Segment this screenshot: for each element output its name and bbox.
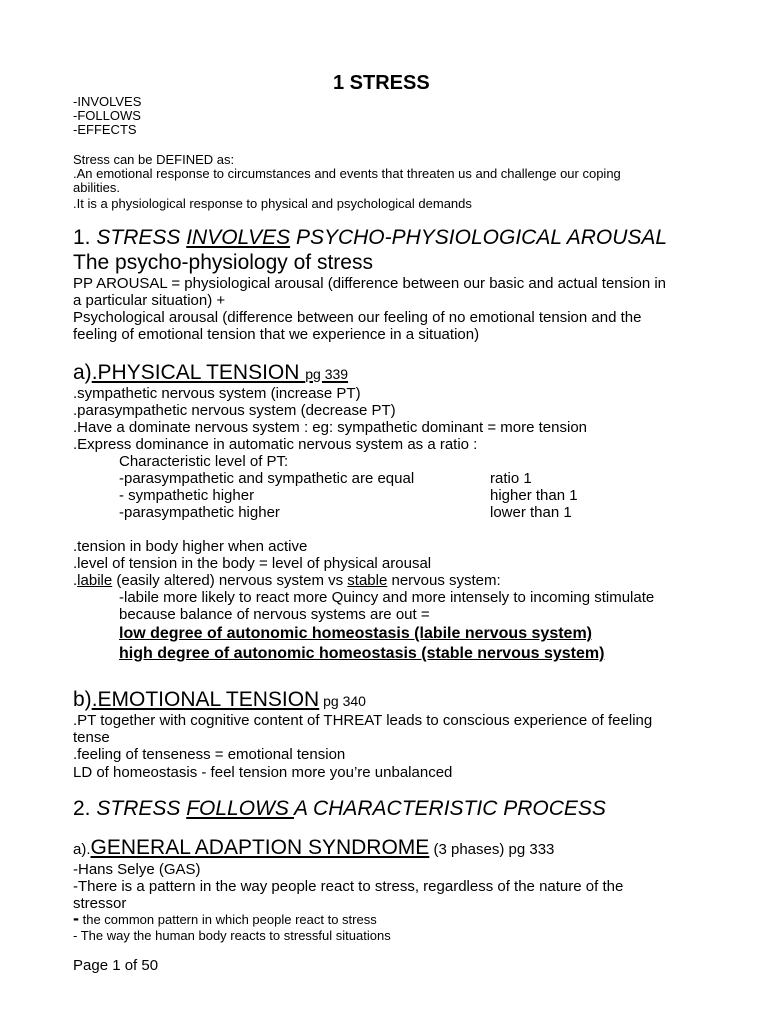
body-line: a particular situation) + <box>73 292 226 309</box>
heading-underlined <box>92 361 348 384</box>
heading-underlined: FOLLOWS <box>186 797 294 820</box>
small-bullet-line: - The way the human body reacts to stressful situations <box>73 928 391 943</box>
heading-part: A CHARACTERISTIC PROCESS <box>293 797 606 820</box>
text-part: (easily altered) nervous system vs <box>112 572 348 589</box>
body-line: .Have a dominate nervous system : eg: sympathetic dominant = more tension <box>73 419 588 436</box>
body-line: .feeling of tenseness = emotional tension <box>73 746 346 763</box>
ratio-value: lower than 1 <box>490 504 572 521</box>
body-line: -labile more likely to react more Quincy and more intensely to incoming stimulate <box>119 589 655 606</box>
body-line: because balance of nervous systems are out = <box>119 606 430 623</box>
stable-word: stable <box>347 572 388 589</box>
definition-lead: Stress can be DEFINED as: <box>73 152 235 167</box>
heading-text: GENERAL ADAPTION SYNDROME <box>90 836 430 859</box>
definition-line: .An emotional response to circumstances and events that threaten us and challenge our coping <box>73 166 621 181</box>
page-title: 1 STRESS <box>333 72 430 94</box>
text-part: . <box>73 572 78 589</box>
definition-line: abilities. <box>73 180 120 195</box>
intro-list-item: -INVOLVES <box>73 94 142 109</box>
small-bullet-line <box>73 908 377 928</box>
heading-prefix: b) <box>73 688 92 711</box>
intro-list-item: -FOLLOWS <box>73 108 141 123</box>
definition-line: .It is a physiological response to physical and psychological demands <box>73 196 472 211</box>
body-line: .tension in body higher when active <box>73 538 308 555</box>
body-line: .parasympathetic nervous system (decrease PT) <box>73 402 396 419</box>
bold-statement: low degree of autonomic homeostasis (labile nervous system) <box>119 625 593 642</box>
body-line: .level of tension in the body = level of physical arousal <box>73 555 432 572</box>
heading-prefix: a). <box>73 841 91 858</box>
body-line: PP AROUSAL = physiological arousal (difference between our basic and actual tension in <box>73 275 666 292</box>
body-line: tense <box>73 729 110 746</box>
body-line: .Express dominance in automatic nervous system as a ratio : <box>73 436 478 453</box>
ratio-label: -parasympathetic and sympathetic are equal <box>119 470 415 487</box>
ratio-label: - sympathetic higher <box>119 487 255 504</box>
heading-text: .PHYSICAL TENSION <box>91 361 306 384</box>
section-2-heading <box>73 797 606 821</box>
heading-suffix: (3 phases) pg 333 <box>429 841 555 858</box>
heading-underlined: INVOLVES <box>186 226 291 249</box>
page-footer: Page 1 of 50 <box>73 957 159 974</box>
intro-list-item: -EFFECTS <box>73 122 137 137</box>
body-line: -There is a pattern in the way people react to stress, regardless of the nature of the <box>73 878 624 895</box>
body-line: .sympathetic nervous system (increase PT) <box>73 385 361 402</box>
body-line: Psychological arousal (difference between our feeling of no emotional tension and the <box>73 309 642 326</box>
body-line: feeling of emotional tension that we experience in a situation) <box>73 326 480 343</box>
body-line: .PT together with cognitive content of THREAT leads to conscious experience of feeling <box>73 712 653 729</box>
dash-bullet: - <box>73 908 79 928</box>
section-1-subheading: The psycho-physiology of stress <box>73 251 373 274</box>
physical-tension-heading <box>73 361 348 386</box>
ratio-label: -parasympathetic higher <box>119 504 280 521</box>
labile-word: labile <box>77 572 113 589</box>
ratio-value: higher than 1 <box>490 487 578 504</box>
emotional-tension-heading <box>73 688 366 713</box>
heading-part: PSYCHO-PHYSIOLOGICAL AROUSAL <box>290 226 668 249</box>
gas-heading <box>73 836 554 862</box>
body-line: LD of homeostasis - feel tension more you’re unbalanced <box>73 764 453 781</box>
section-number: 2. <box>73 797 97 820</box>
section-1-heading <box>73 226 667 250</box>
body-line: stressor <box>73 895 127 912</box>
ratio-title: Characteristic level of PT: <box>119 453 289 470</box>
page-ref: pg 339 <box>305 366 349 382</box>
heading-text: .EMOTIONAL TENSION <box>91 688 320 711</box>
bold-statement: high degree of autonomic homeostasis (stable nervous system) <box>119 645 605 662</box>
labile-line <box>73 572 501 589</box>
bullet-text: the common pattern in which people react to stress <box>79 912 377 927</box>
page-ref: pg 340 <box>319 693 366 709</box>
text-part: nervous system: <box>387 572 501 589</box>
ratio-value: ratio 1 <box>490 470 532 487</box>
section-number: 1. <box>73 226 97 249</box>
heading-prefix: a) <box>73 361 92 384</box>
heading-part: STRESS <box>96 797 187 820</box>
body-line: -Hans Selye (GAS) <box>73 861 201 878</box>
heading-part: STRESS <box>96 226 187 249</box>
